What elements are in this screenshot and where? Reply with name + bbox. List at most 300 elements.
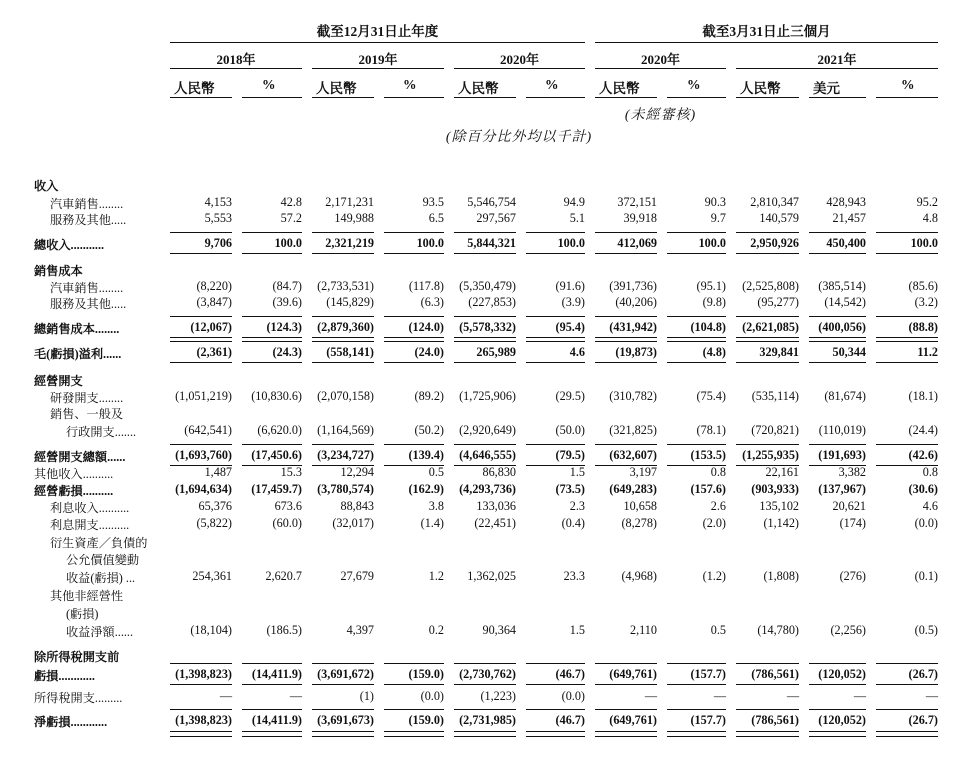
table-cell: (85.6) bbox=[908, 279, 938, 293]
table-cell: (50.0) bbox=[555, 423, 585, 437]
table-cell: 3,197 bbox=[629, 465, 657, 479]
table-cell: (431,942) bbox=[609, 320, 657, 334]
subtotal-rule bbox=[170, 232, 232, 233]
table-cell: (174) bbox=[839, 516, 866, 530]
subheader-rmb-2018: 人民幣 bbox=[174, 81, 215, 96]
subtotal-rule bbox=[736, 337, 799, 338]
table-cell: 2.3 bbox=[569, 499, 585, 513]
table-cell: — bbox=[289, 689, 302, 703]
grand-total-double-rule bbox=[170, 731, 232, 737]
table-cell: (46.7) bbox=[555, 667, 585, 681]
table-cell: 1,487 bbox=[204, 465, 232, 479]
table-cell: (120,052) bbox=[818, 713, 866, 727]
subtotal-rule bbox=[736, 341, 799, 342]
row-label: 收益(虧損) ... bbox=[66, 571, 136, 585]
header-year-2021-q-rule bbox=[736, 68, 938, 69]
table-cell: (81,674) bbox=[824, 389, 866, 403]
subtotal-rule bbox=[526, 316, 585, 317]
table-cell: (5,350,479) bbox=[459, 279, 516, 293]
subheader-pct-2020q: % bbox=[687, 77, 701, 92]
table-cell: (14,780) bbox=[757, 623, 799, 637]
subtotal-rule bbox=[454, 337, 516, 338]
subtotal-rule bbox=[667, 663, 726, 664]
row-label: 毛(虧損)溢利...... bbox=[34, 347, 122, 361]
subtotal-rule bbox=[526, 663, 585, 664]
table-cell: 6.5 bbox=[428, 211, 444, 225]
table-cell: 5.1 bbox=[569, 211, 585, 225]
subtotal-rule bbox=[312, 663, 374, 664]
table-cell: (40,206) bbox=[615, 295, 657, 309]
table-cell: (9.8) bbox=[702, 295, 726, 309]
table-cell: (137,967) bbox=[818, 482, 866, 496]
subtotal-rule bbox=[595, 663, 657, 664]
header-year-2020-rule bbox=[454, 68, 585, 69]
subtotal-rule bbox=[667, 253, 726, 254]
table-cell: (2,733,531) bbox=[317, 279, 374, 293]
subtotal-rule bbox=[312, 709, 374, 710]
table-cell: (10,830.6) bbox=[251, 389, 302, 403]
header-year-2019: 2019年 bbox=[358, 52, 398, 67]
subtotal-rule bbox=[384, 337, 444, 338]
table-cell: (6,620.0) bbox=[257, 423, 302, 437]
table-cell: (17,450.6) bbox=[251, 448, 302, 462]
table-cell: 0.5 bbox=[428, 465, 444, 479]
grand-total-double-rule bbox=[876, 731, 938, 737]
subtotal-rule bbox=[242, 444, 302, 445]
table-cell: (124.3) bbox=[266, 320, 302, 334]
table-cell: (162.9) bbox=[408, 482, 444, 496]
subtotal-rule bbox=[595, 232, 657, 233]
subheader-pct-2018: % bbox=[262, 77, 276, 92]
table-cell: (4,293,736) bbox=[459, 482, 516, 496]
table-cell: 1.5 bbox=[569, 623, 585, 637]
row-label: 其他收入.......... bbox=[34, 467, 114, 481]
table-cell: (157.7) bbox=[690, 667, 726, 681]
subheader-rmb-2020: 人民幣 bbox=[458, 81, 499, 96]
subheader-rule bbox=[809, 97, 866, 98]
row-label: 淨虧損............ bbox=[34, 715, 108, 729]
subtotal-rule bbox=[312, 684, 374, 685]
table-cell: (1,693,760) bbox=[175, 448, 232, 462]
table-cell: (26.7) bbox=[908, 713, 938, 727]
table-cell: (8,220) bbox=[196, 279, 232, 293]
grand-total-double-rule bbox=[667, 731, 726, 737]
table-cell: 5,553 bbox=[204, 211, 232, 225]
subtotal-rule bbox=[454, 663, 516, 664]
table-cell: — bbox=[644, 689, 657, 703]
subtotal-rule bbox=[454, 316, 516, 317]
table-cell: 1.5 bbox=[569, 465, 585, 479]
table-cell: 2,321,219 bbox=[325, 236, 374, 250]
table-cell: — bbox=[219, 689, 232, 703]
table-cell: (19,873) bbox=[615, 345, 657, 359]
table-cell: 22,161 bbox=[765, 465, 799, 479]
subtotal-rule bbox=[809, 341, 866, 342]
subtotal-rule bbox=[170, 709, 232, 710]
table-cell: (39.6) bbox=[272, 295, 302, 309]
subtotal-rule bbox=[170, 684, 232, 685]
table-cell: (30.6) bbox=[908, 482, 938, 496]
header-year-2018-rule bbox=[170, 68, 302, 69]
row-label: 銷售、一般及 bbox=[50, 407, 124, 421]
table-cell: 50,344 bbox=[832, 345, 866, 359]
row-label: 虧損............ bbox=[34, 669, 95, 683]
subtotal-rule bbox=[242, 341, 302, 342]
subtotal-rule bbox=[876, 341, 938, 342]
row-label: (虧損) bbox=[66, 607, 99, 621]
grand-total-double-rule bbox=[595, 731, 657, 737]
subtotal-rule bbox=[667, 316, 726, 317]
row-label: 收益淨額...... bbox=[66, 625, 134, 639]
subheader-rule bbox=[454, 97, 516, 98]
table-cell: (1,808) bbox=[763, 569, 799, 583]
grand-total-double-rule bbox=[526, 731, 585, 737]
row-label: 汽車銷售........ bbox=[50, 281, 124, 295]
table-cell: (186.5) bbox=[266, 623, 302, 637]
subtotal-rule bbox=[384, 444, 444, 445]
subheader-rmb-2019: 人民幣 bbox=[316, 81, 357, 96]
subheader-rule bbox=[876, 97, 938, 98]
table-cell: 95.2 bbox=[916, 195, 938, 209]
table-cell: — bbox=[853, 689, 866, 703]
subheader-rule bbox=[667, 97, 726, 98]
subtotal-rule bbox=[170, 362, 232, 363]
table-cell: (139.4) bbox=[408, 448, 444, 462]
table-cell: 12,294 bbox=[340, 465, 374, 479]
subtotal-rule bbox=[736, 316, 799, 317]
row-label: 總收入........... bbox=[34, 238, 105, 252]
table-cell: 65,376 bbox=[198, 499, 232, 513]
subtotal-rule bbox=[242, 232, 302, 233]
row-label: 經營開支 bbox=[34, 374, 83, 388]
table-cell: 2,620.7 bbox=[265, 569, 302, 583]
grand-total-double-rule bbox=[384, 731, 444, 737]
table-cell: 0.2 bbox=[428, 623, 444, 637]
table-cell: (24.4) bbox=[908, 423, 938, 437]
table-cell: (0.0) bbox=[914, 516, 938, 530]
subtotal-rule bbox=[809, 684, 866, 685]
table-cell: (29.5) bbox=[555, 389, 585, 403]
subtotal-rule bbox=[454, 341, 516, 342]
subtotal-rule bbox=[454, 362, 516, 363]
table-cell: (4,646,555) bbox=[459, 448, 516, 462]
subtotal-rule bbox=[242, 337, 302, 338]
table-cell: 135,102 bbox=[759, 499, 799, 513]
table-cell: (2,730,762) bbox=[459, 667, 516, 681]
row-label: 行政開支....... bbox=[66, 425, 137, 439]
table-cell: — bbox=[925, 689, 938, 703]
table-cell: (2,361) bbox=[196, 345, 232, 359]
header-year-2020-q: 2020年 bbox=[640, 52, 680, 67]
subtotal-rule bbox=[595, 337, 657, 338]
subtotal-rule bbox=[242, 253, 302, 254]
table-cell: (1.4) bbox=[420, 516, 444, 530]
table-cell: (0.0) bbox=[420, 689, 444, 703]
grand-total-double-rule bbox=[454, 731, 516, 737]
subtotal-rule bbox=[876, 253, 938, 254]
table-cell: (2,525,808) bbox=[742, 279, 799, 293]
table-cell: (120,052) bbox=[818, 667, 866, 681]
table-cell: (91.6) bbox=[555, 279, 585, 293]
table-cell: (903,933) bbox=[751, 482, 799, 496]
subtotal-rule bbox=[876, 709, 938, 710]
table-cell: (157.6) bbox=[690, 482, 726, 496]
subheader-rule bbox=[312, 97, 374, 98]
table-cell: (191,693) bbox=[818, 448, 866, 462]
subtotal-rule bbox=[170, 337, 232, 338]
table-cell: 100.0 bbox=[557, 236, 585, 250]
table-cell: (32,017) bbox=[332, 516, 374, 530]
table-cell: 450,400 bbox=[826, 236, 866, 250]
subtotal-rule bbox=[170, 663, 232, 664]
table-cell: 90.3 bbox=[704, 195, 726, 209]
table-cell: 42.8 bbox=[280, 195, 302, 209]
table-cell: 0.8 bbox=[922, 465, 938, 479]
row-label: 衍生資產／負債的 bbox=[50, 536, 148, 550]
table-cell: (124.0) bbox=[408, 320, 444, 334]
table-cell: (14,542) bbox=[824, 295, 866, 309]
table-cell: 21,457 bbox=[832, 211, 866, 225]
subtotal-rule bbox=[667, 684, 726, 685]
subtotal-rule bbox=[312, 444, 374, 445]
table-cell: (5,822) bbox=[196, 516, 232, 530]
table-cell: 254,361 bbox=[192, 569, 232, 583]
table-cell: (24.3) bbox=[272, 345, 302, 359]
table-cell: 100.0 bbox=[698, 236, 726, 250]
subtotal-rule bbox=[384, 253, 444, 254]
table-cell: (17,459.7) bbox=[251, 482, 302, 496]
table-cell: 133,036 bbox=[476, 499, 516, 513]
table-cell: (321,825) bbox=[609, 423, 657, 437]
table-cell: (3.9) bbox=[561, 295, 585, 309]
table-cell: 27,679 bbox=[340, 569, 374, 583]
table-cell: (18.1) bbox=[908, 389, 938, 403]
table-cell: 15.3 bbox=[280, 465, 302, 479]
subtotal-rule bbox=[667, 232, 726, 233]
subheader-pct-2020: % bbox=[545, 77, 559, 92]
subtotal-rule bbox=[170, 341, 232, 342]
table-cell: 4,153 bbox=[204, 195, 232, 209]
table-cell: 100.0 bbox=[910, 236, 938, 250]
subtotal-rule bbox=[876, 684, 938, 685]
subtotal-rule bbox=[809, 444, 866, 445]
table-cell: (46.7) bbox=[555, 713, 585, 727]
table-cell: (14,411.9) bbox=[251, 667, 302, 681]
table-cell: 4,397 bbox=[346, 623, 374, 637]
table-cell: 100.0 bbox=[274, 236, 302, 250]
grand-total-double-rule bbox=[242, 731, 302, 737]
table-cell: (153.5) bbox=[690, 448, 726, 462]
table-cell: 94.9 bbox=[563, 195, 585, 209]
table-cell: (0.5) bbox=[914, 623, 938, 637]
subheader-rmb-2021q: 人民幣 bbox=[740, 81, 781, 96]
subtotal-rule bbox=[312, 362, 374, 363]
subheader-rule bbox=[384, 97, 444, 98]
subtotal-rule bbox=[454, 709, 516, 710]
table-cell: (3,847) bbox=[196, 295, 232, 309]
subheader-rule bbox=[595, 97, 657, 98]
subtotal-rule bbox=[170, 444, 232, 445]
subtotal-rule bbox=[312, 337, 374, 338]
table-cell: (157.7) bbox=[690, 713, 726, 727]
subtotal-rule bbox=[809, 232, 866, 233]
subtotal-rule bbox=[736, 709, 799, 710]
grand-total-double-rule bbox=[809, 731, 866, 737]
subtotal-rule bbox=[595, 341, 657, 342]
table-cell: 23.3 bbox=[563, 569, 585, 583]
table-cell: (786,561) bbox=[751, 713, 799, 727]
table-cell: (2,920,649) bbox=[459, 423, 516, 437]
table-cell: (4.8) bbox=[702, 345, 726, 359]
subtotal-rule bbox=[242, 362, 302, 363]
grand-total-double-rule bbox=[736, 731, 799, 737]
table-cell: (400,056) bbox=[818, 320, 866, 334]
table-cell: (558,141) bbox=[326, 345, 374, 359]
table-cell: (78.1) bbox=[696, 423, 726, 437]
subtotal-rule bbox=[384, 663, 444, 664]
table-cell: 5,844,321 bbox=[467, 236, 516, 250]
row-label: 服務及其他..... bbox=[50, 213, 127, 227]
table-cell: (642,541) bbox=[184, 423, 232, 437]
subtotal-rule bbox=[454, 444, 516, 445]
subtotal-rule bbox=[526, 337, 585, 338]
subtotal-rule bbox=[312, 253, 374, 254]
table-cell: 4.8 bbox=[922, 211, 938, 225]
table-cell: 329,841 bbox=[759, 345, 799, 359]
header-year-2020-q-rule bbox=[595, 68, 726, 69]
table-cell: 57.2 bbox=[280, 211, 302, 225]
subtotal-rule bbox=[526, 362, 585, 363]
table-cell: (310,782) bbox=[609, 389, 657, 403]
subtotal-rule bbox=[384, 341, 444, 342]
table-cell: (649,761) bbox=[609, 713, 657, 727]
table-cell: (1) bbox=[359, 689, 374, 703]
table-cell: (2,256) bbox=[830, 623, 866, 637]
row-label: 總銷售成本........ bbox=[34, 322, 120, 336]
row-label: 服務及其他..... bbox=[50, 297, 127, 311]
subtotal-rule bbox=[312, 232, 374, 233]
subtotal-rule bbox=[242, 663, 302, 664]
table-cell: (79.5) bbox=[555, 448, 585, 462]
table-cell: (3.2) bbox=[914, 295, 938, 309]
table-cell: (159.0) bbox=[408, 667, 444, 681]
subtotal-rule bbox=[876, 663, 938, 664]
table-cell: 4.6 bbox=[922, 499, 938, 513]
table-cell: 100.0 bbox=[416, 236, 444, 250]
table-cell: (1,164,569) bbox=[317, 423, 374, 437]
table-cell: (95.1) bbox=[696, 279, 726, 293]
subtotal-rule bbox=[595, 253, 657, 254]
table-cell: 93.5 bbox=[422, 195, 444, 209]
table-cell: (12,067) bbox=[190, 320, 232, 334]
table-cell: (117.8) bbox=[408, 279, 444, 293]
table-cell: (14,411.9) bbox=[251, 713, 302, 727]
table-cell: 412,069 bbox=[617, 236, 657, 250]
subtotal-rule bbox=[526, 444, 585, 445]
subtotal-rule bbox=[595, 362, 657, 363]
subtotal-rule bbox=[242, 684, 302, 685]
header-year-2018: 2018年 bbox=[216, 52, 256, 67]
subtotal-rule bbox=[384, 232, 444, 233]
row-label: 所得稅開支......... bbox=[34, 691, 123, 705]
table-cell: (0.0) bbox=[561, 689, 585, 703]
subtotal-rule bbox=[809, 316, 866, 317]
row-label: 銷售成本 bbox=[34, 264, 83, 278]
table-cell: (89.2) bbox=[414, 389, 444, 403]
table-cell: 428,943 bbox=[826, 195, 866, 209]
table-cell: (95,277) bbox=[757, 295, 799, 309]
table-cell: (2.0) bbox=[702, 516, 726, 530]
subtotal-rule bbox=[454, 684, 516, 685]
table-cell: (110,019) bbox=[818, 423, 866, 437]
subtotal-rule bbox=[454, 232, 516, 233]
table-cell: 2.6 bbox=[710, 499, 726, 513]
table-cell: (2,621,085) bbox=[742, 320, 799, 334]
unit-note: (除百分比外均以千計) bbox=[445, 130, 593, 145]
table-cell: (5,578,332) bbox=[459, 320, 516, 334]
subtotal-rule bbox=[595, 444, 657, 445]
table-cell: 3,382 bbox=[838, 465, 866, 479]
subtotal-rule bbox=[876, 316, 938, 317]
table-cell: 5,546,754 bbox=[467, 195, 516, 209]
row-label: 研發開支........ bbox=[50, 391, 124, 405]
row-label: 利息收入.......... bbox=[50, 501, 130, 515]
subtotal-rule bbox=[526, 253, 585, 254]
table-cell: 0.8 bbox=[710, 465, 726, 479]
table-cell: 39,918 bbox=[623, 211, 657, 225]
subheader-pct-2021q: % bbox=[901, 77, 915, 92]
table-cell: (1,694,634) bbox=[175, 482, 232, 496]
header-group-annual: 截至12月31日止年度 bbox=[316, 24, 439, 39]
table-cell: (1,398,823) bbox=[175, 713, 232, 727]
table-cell: (4,968) bbox=[621, 569, 657, 583]
subtotal-rule bbox=[242, 316, 302, 317]
row-label: 經營開支總額...... bbox=[34, 450, 126, 464]
table-cell: (60.0) bbox=[272, 516, 302, 530]
row-label: 其他非經營性 bbox=[50, 589, 124, 603]
header-year-2020: 2020年 bbox=[499, 52, 539, 67]
row-label: 除所得稅開支前 bbox=[34, 650, 120, 664]
table-cell: (786,561) bbox=[751, 667, 799, 681]
table-cell: (18,104) bbox=[190, 623, 232, 637]
table-cell: (1,725,906) bbox=[459, 389, 516, 403]
table-cell: (22,451) bbox=[474, 516, 516, 530]
table-cell: (1,142) bbox=[763, 516, 799, 530]
table-cell: (95.4) bbox=[555, 320, 585, 334]
table-cell: 2,110 bbox=[630, 623, 657, 637]
table-cell: (1.2) bbox=[702, 569, 726, 583]
table-cell: (24.0) bbox=[414, 345, 444, 359]
subtotal-rule bbox=[170, 316, 232, 317]
table-cell: 1.2 bbox=[428, 569, 444, 583]
subtotal-rule bbox=[667, 444, 726, 445]
subheader-pct-2019: % bbox=[403, 77, 417, 92]
subtotal-rule bbox=[736, 232, 799, 233]
table-cell: (84.7) bbox=[272, 279, 302, 293]
unaudited-note: (未經審核) bbox=[624, 108, 697, 123]
subtotal-rule bbox=[736, 362, 799, 363]
table-cell: (3,691,673) bbox=[317, 713, 374, 727]
subtotal-rule bbox=[876, 362, 938, 363]
subtotal-rule bbox=[876, 232, 938, 233]
table-cell: 20,621 bbox=[832, 499, 866, 513]
subtotal-rule bbox=[595, 684, 657, 685]
table-cell: 1,362,025 bbox=[467, 569, 516, 583]
subtotal-rule bbox=[312, 341, 374, 342]
subtotal-rule bbox=[526, 341, 585, 342]
subtotal-rule bbox=[384, 316, 444, 317]
subtotal-rule bbox=[809, 362, 866, 363]
